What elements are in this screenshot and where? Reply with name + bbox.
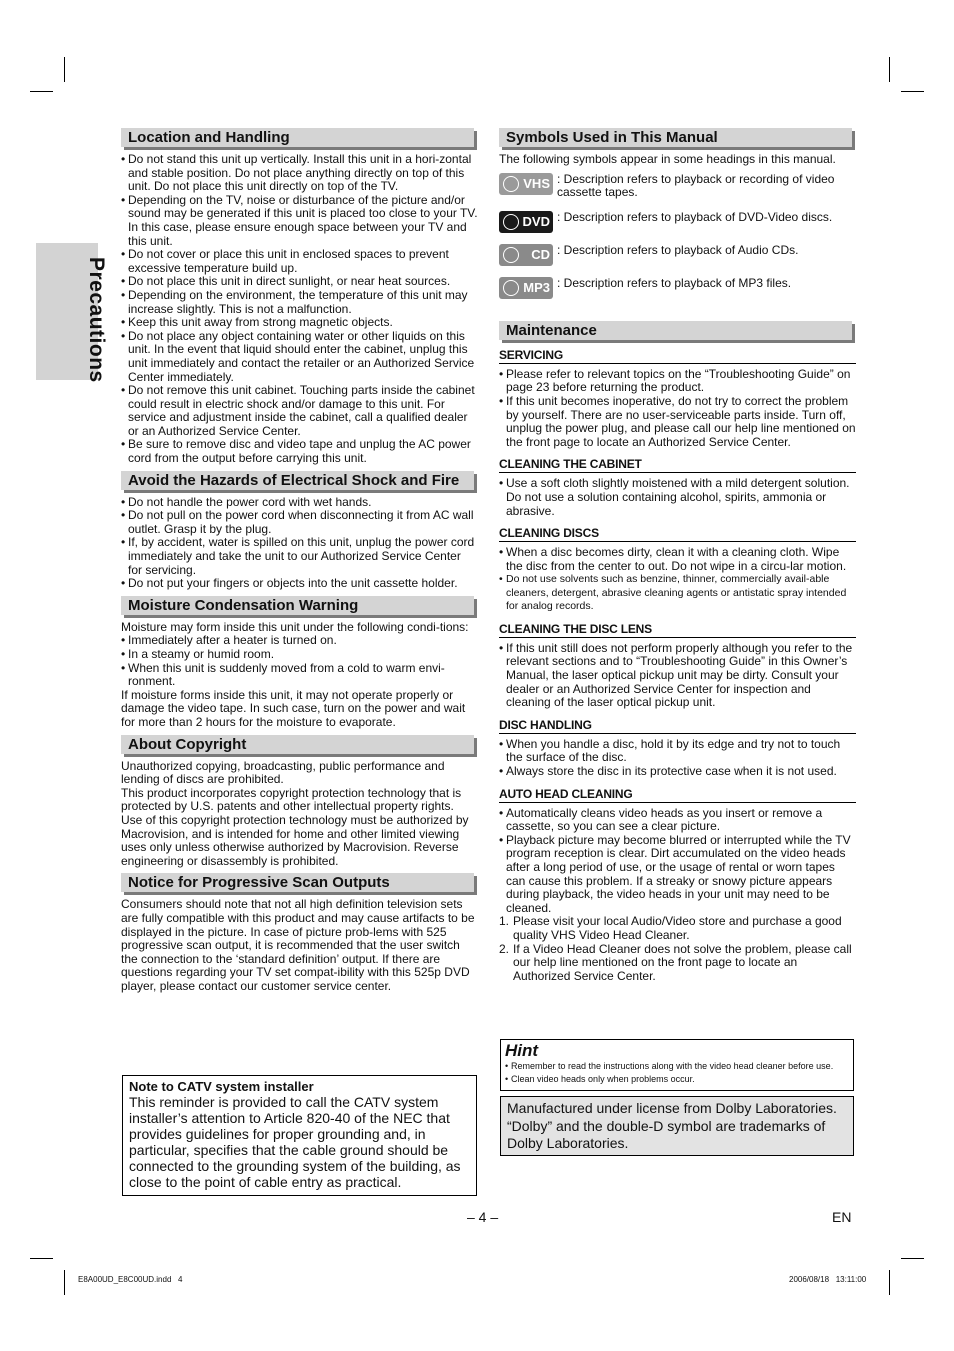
list-item: • Clean video heads only when problems occur. [505, 1073, 849, 1086]
list-item: • Do not pull on the power cord when disconnecting it from AC wall outlet. Grasp it by the plug. [121, 509, 478, 536]
symbol-row-dvd [499, 211, 856, 233]
cabinet-list [499, 477, 856, 518]
lens-list [499, 642, 856, 710]
mp3-icon: MP3 [499, 277, 553, 299]
list-item: • Do not place any object containing water or other liquids on this unit. In the event that liquid should enter the cabinet, unplug this unit immediately and contact the retailer or an Authorized Service Center immediately. [121, 330, 478, 384]
symbol-row-mp3 [499, 277, 856, 299]
hint-box [500, 1039, 854, 1091]
dvd-icon: DVD [499, 211, 553, 233]
subheading-cleaning-lens: CLEANING THE DISC LENS [499, 622, 856, 638]
section-heading-progressive: Notice for Progressive Scan Outputs [121, 873, 474, 892]
servicing-list [499, 368, 856, 450]
symbol-row-vhs [499, 173, 856, 200]
side-tab-label: Precautions [85, 257, 108, 383]
list-item: • Do not put your fingers or objects into the unit cassette holder. [121, 577, 478, 591]
symbol-description: : Description refers to playback or recording of video cassette tapes. [557, 171, 835, 200]
subheading-disc-handling: DISC HANDLING [499, 718, 856, 734]
page-number: – 4 – [467, 1209, 499, 1225]
crop-mark [64, 57, 65, 82]
crop-mark [30, 1258, 53, 1259]
symbol-description: : Description refers to playback of DVD-Video discs. [557, 209, 833, 224]
progressive-text: Consumers should note that not all high definition television sets are fully compatible with this product and may cause artifacts to be displayed in the picture. In case of picture prob-lems with 525 progressive scan output, it is recommended that the user switch the connection to the ‘standard definition’ output. If there are questions regarding your TV set compat-ibility with this 525p DVD player, please contact our customer service center. [121, 897, 475, 993]
list-item: • Always store the disc in its protective case when it is not used. [499, 765, 856, 779]
list-item: • Do not cover or place this unit in enclosed spaces to prevent excessive temperature build up. [121, 248, 478, 275]
file-name: E8A00UD_E8C00UD.indd 4 [78, 1275, 183, 1284]
catv-note-box [122, 1075, 477, 1196]
crop-mark [889, 57, 890, 82]
list-item: • Do not remove this unit cabinet. Touching parts inside the cabinet could result in electric shock and/or damage to this unit. For service and adjustment inside the cabinet, call a qualified dealer or an Authorized Service Center. [121, 384, 478, 438]
list-item: • Automatically cleans video heads as you insert or remove a cassette, so you can see a clear picture. [499, 807, 856, 834]
moisture-outro: If moisture forms inside this unit, it may not operate properly or damage the video tape. In such case, turn on the power and wait for more than 2 hours for the moisture to evaporate. [121, 687, 466, 729]
section-heading-shock: Avoid the Hazards of Electrical Shock and Fire [121, 471, 474, 490]
copyright-paragraph: Unauthorized copying, broadcasting, public performance and lending of discs are prohibited. [121, 758, 445, 787]
list-item: • Immediately after a heater is turned on. [121, 634, 478, 648]
section-heading-moisture: Moisture Condensation Warning [121, 596, 474, 615]
catv-note-title: Note to CATV system installer [129, 1079, 314, 1094]
location-list [121, 153, 478, 466]
step-item: 2. If a Video Head Cleaner does not solve the problem, please call our help line mentioned on the front page to locate an Authorized Service Center. [499, 941, 852, 983]
head-steps [499, 915, 856, 983]
list-item: • In a steamy or humid room. [121, 648, 478, 662]
step-item: 1. Please visit your local Audio/Video store and purchase a good quality VHS Video Head Cleaner. [499, 914, 842, 942]
dolby-notice [500, 1096, 854, 1156]
list-item: • Be sure to remove disc and video tape and unplug the AC power cord from the output before carrying this unit. [121, 438, 478, 465]
subheading-auto-head-cleaning: AUTO HEAD CLEANING [499, 787, 856, 803]
section-heading-maintenance: Maintenance [499, 321, 852, 340]
head-list [499, 807, 856, 916]
moisture-intro: Moisture may form inside this unit under the following condi-tions: [121, 619, 469, 634]
side-tab [36, 243, 108, 383]
dolby-text: Manufactured under license from Dolby Laboratories. “Dolby” and the double-D symbol are trademarks of Dolby Laboratories. [507, 1100, 837, 1151]
cd-icon: CD [499, 244, 553, 266]
crop-mark [901, 91, 924, 92]
language-code: EN [832, 1209, 852, 1225]
hint-title: Hint [505, 1041, 539, 1060]
shock-list [121, 496, 478, 591]
list-item: • Depending on the TV, noise or disturbance of the picture and/or sound may be generated if this unit is placed too close to your TV. In this case, please ensure enough space between your TV and this unit. [121, 194, 478, 248]
list-item: • Do not place this unit in direct sunlight, or near heat sources. [121, 275, 478, 289]
hint-list [505, 1060, 849, 1086]
list-item: • Please refer to relevant topics on the “Troubleshooting Guide” on page 23 before returning the product. [499, 368, 856, 395]
section-heading-symbols: Symbols Used in This Manual [499, 128, 852, 147]
list-item: • Playback picture may become blurred or interrupted while the TV program reception is clear. Dirt accumulated on the video heads after a long period of use, or the usage of rental or worn tapes can cause this problem. If a streaky or snowy picture appears during playback, the video heads in your unit may need to be cleaned. [499, 834, 856, 916]
section-heading-copyright: About Copyright [121, 735, 474, 754]
left-column [121, 128, 478, 993]
section-heading-location: Location and Handling [121, 128, 474, 147]
list-item: • When you handle a disc, hold it by its edge and try not to touch the surface of the disc. [499, 738, 856, 765]
moisture-list [121, 634, 478, 688]
list-item: • Keep this unit away from strong magnetic objects. [121, 316, 478, 330]
handling-list [499, 738, 856, 779]
list-item: • When this unit is suddenly moved from a cold to warm envi-ronment. [121, 662, 478, 689]
list-item: • When a disc becomes dirty, clean it with a cleaning cloth. Wipe the disc from the center to out. Do not wipe in a circu-lar motion. [499, 546, 856, 573]
subheading-servicing: SERVICING [499, 348, 856, 364]
list-item: • If, by accident, water is spilled on this unit, unplug the power cord immediately and take the unit to our Authorized Service Center for servicing. [121, 536, 478, 577]
crop-mark [64, 1270, 65, 1295]
crop-mark [30, 91, 53, 92]
list-item: • Depending on the environment, the temperature of this unit may increase slightly. This is not a malfunction. [121, 289, 478, 316]
catv-note-text: This reminder is provided to call the CATV system installer’s attention to Article 820-40 of the NEC that provides guidelines for proper grounding and, in particular, specifies that the cable ground should be connected to the grounding system of the building, as close to the point of cable entry as practical. [129, 1094, 461, 1190]
discs-list [499, 546, 856, 614]
print-timestamp: 2006/08/18 13:11:00 [789, 1275, 867, 1284]
copyright-paragraph: This product incorporates copyright protection technology that is protected by U.S. patents and other intellectual property rights. Use of this copyright protection technology must be authorized by Macrovision, and is intended for home and other limited viewing uses only unless otherwise authorized by Macrovision. Reverse engineering or disassembly is prohibited. [121, 785, 469, 868]
symbol-description: : Description refers to playback of Audio CDs. [557, 242, 799, 257]
symbols-intro: The following symbols appear in some headings in this manual. [499, 152, 836, 166]
subheading-cleaning-cabinet: CLEANING THE CABINET [499, 457, 856, 473]
crop-mark [889, 1270, 890, 1295]
list-item: • Do not stand this unit up vertically. Install this unit in a hori-zontal and stable position. Do not place anything directly on top of this unit. Do not place this unit directly on top of the TV. [121, 153, 478, 194]
vhs-icon: VHS [499, 173, 553, 195]
list-item: • Do not handle the power cord with wet hands. [121, 496, 478, 510]
list-item: • Do not use solvents such as benzine, thinner, commercially avail-able cleaners, detergent, abrasive cleaning agents or antistatic spray intended for analog records. [499, 573, 856, 614]
right-column [499, 128, 856, 983]
subheading-cleaning-discs: CLEANING DISCS [499, 526, 856, 542]
list-item: • If this unit becomes inoperative, do not try to correct the problem by yourself. There are no user-serviceable parts inside. Turn off, unplug the power plug, and please call our help line mentioned on the front page to locate an Authorized Service Center. [499, 395, 856, 449]
crop-mark [901, 1258, 924, 1259]
list-item: • Remember to read the instructions along with the video head cleaner before use. [505, 1060, 849, 1073]
symbol-row-cd [499, 244, 856, 266]
symbol-description: : Description refers to playback of MP3 files. [557, 275, 792, 290]
list-item: • Use a soft cloth slightly moistened with a mild detergent solution. Do not use a solution containing alcohol, spirits, ammonia or abrasive. [499, 477, 856, 518]
list-item: • If this unit still does not perform properly although you refer to the relevant sections and to “Troubleshooting Guide” in this Owner’s Manual, the laser optical pickup unit may be dirty. Consult your dealer or an Authorized Service Center for inspection and cleaning of the laser optical pickup unit. [499, 642, 856, 710]
